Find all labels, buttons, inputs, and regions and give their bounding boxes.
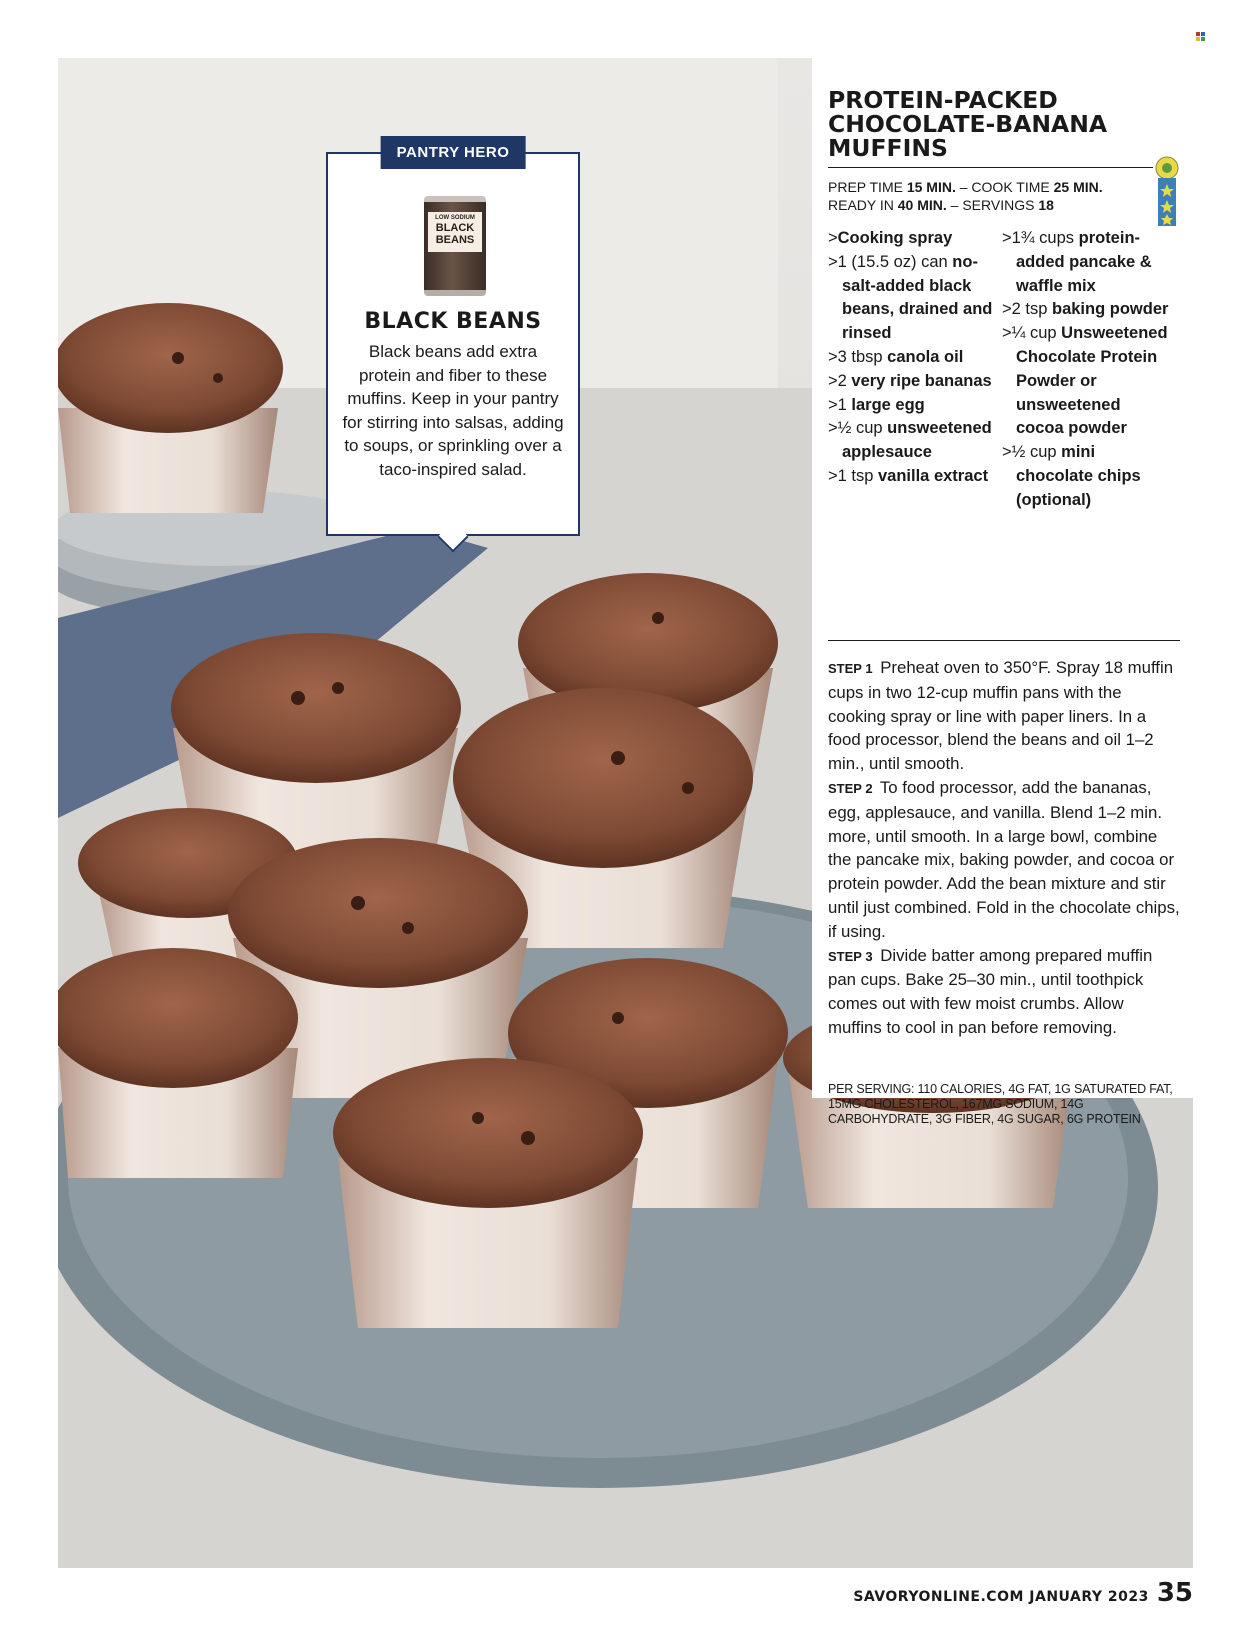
ingredient-qty: >½ cup: [1002, 443, 1062, 462]
step-tag: STEP 3: [828, 948, 873, 964]
prep-time-label: PREP TIME: [828, 179, 907, 195]
pantry-hero-callout: [326, 144, 580, 536]
step-text: Divide batter among prepared muffin pan cups. Bake 25–30 min., until toothpick comes out with few moist crumbs. Allow muffins to cool in pan before removing.: [828, 945, 1153, 1037]
recipe-title-line: MUFFINS: [828, 134, 948, 162]
ingredient: [828, 346, 993, 370]
muffin: [58, 303, 283, 513]
prep-time-value: 15 MIN.: [906, 179, 956, 195]
ingredients-left: [828, 227, 993, 489]
ingredient-qty: >2 tsp: [1002, 300, 1052, 319]
ingredients-right: [1002, 227, 1172, 513]
step: [828, 776, 1180, 944]
step-text: Preheat oven to 350°F. Spray 18 muffin cups in two 12-cup muffin pans with the cooking spray or line with paper liners. In a food processor, blend the beans and oil 1–2 min., until smooth.: [828, 658, 1174, 774]
recipe-steps: [828, 656, 1180, 1040]
ingredient-qty: >½ cup: [828, 419, 888, 438]
ingredient-name: vanilla extract: [878, 466, 989, 485]
page-footer: [853, 1578, 1193, 1608]
black-beans-can-image: [424, 196, 486, 296]
ingredient-name: large egg: [851, 395, 925, 414]
page-number: 35: [1156, 1578, 1193, 1608]
ingredient: [1002, 227, 1172, 298]
recipe-title: [828, 88, 1128, 160]
cook-time-label: – COOK TIME: [955, 179, 1054, 195]
ingredients-divider: [828, 640, 1180, 641]
ingredient: [828, 417, 993, 465]
servings-label: – SERVINGS: [946, 197, 1039, 213]
step: [828, 944, 1180, 1040]
nutrition-info: PER SERVING: 110 CALORIES, 4G FAT, 1G SATURATED FAT, 15MG CHOLESTEROL, 167MG SODIUM, 14G CARBOHYDRATE, 3G FIBER, 4G SUGAR, 6G PROTEIN: [828, 1082, 1173, 1126]
step-text: To food processor, add the bananas, egg, applesauce, and vanilla. Blend 1–2 min. more, until smooth. In a large bowl, combine the pancake mix, baking powder, and cocoa or protein powder. Add the bean mixture and stir until just combined. Fold in the chocolate chips, if using.: [828, 777, 1180, 941]
cook-time-value: 25 MIN.: [1053, 179, 1103, 195]
time-line-1: [828, 178, 1103, 196]
ingredient-name: unsweetened applesauce: [842, 419, 992, 462]
muffin: [333, 1058, 643, 1328]
ingredient: [828, 251, 993, 346]
ingredient-name: no-salt-added black beans, drained and rinsed: [842, 252, 993, 343]
ingredient: [828, 394, 993, 418]
recipe-times: [828, 178, 1103, 214]
title-divider: [828, 167, 1153, 168]
ingredient-qty: >2: [828, 371, 852, 390]
recipe-title-line: PROTEIN-PACKED: [828, 86, 1058, 114]
step-tag: STEP 1: [828, 661, 873, 676]
ingredient: [1002, 441, 1172, 512]
ingredient-qty: >¼ cup: [1002, 324, 1062, 343]
ready-value: 40 MIN.: [897, 197, 947, 213]
ingredient: [1002, 298, 1172, 322]
ingredient-name: Cooking spray: [837, 229, 953, 247]
step: [828, 656, 1180, 776]
ingredient-name: very ripe bananas: [851, 371, 992, 390]
ingredient-qty: >1 tsp: [828, 466, 878, 485]
ingredient-name: protein-added pancake & waffle mix: [1016, 229, 1152, 295]
ingredient-name: Unsweetened Chocolate Protein Powder or unsweetened cocoa powder: [1016, 324, 1168, 438]
ingredient-qty: >1: [828, 395, 852, 414]
recipe-title-line: CHOCOLATE-BANANA: [828, 110, 1108, 138]
pantry-hero-tag: PANTRY HERO: [381, 136, 526, 169]
ingredient-name: canola oil: [887, 347, 964, 366]
ingredient-qty: >: [828, 229, 838, 247]
ingredient-qty: >1 (15.5 oz) can: [828, 252, 953, 271]
ingredient-name: baking powder: [1052, 300, 1169, 319]
recipe-panel: [812, 58, 1193, 1126]
servings-value: 18: [1038, 197, 1054, 213]
can-label-top: LOW SODIUM: [435, 215, 475, 221]
ingredient-qty: >3 tbsp: [828, 347, 888, 366]
can-label: [428, 212, 482, 252]
ingredient: [1002, 322, 1172, 441]
ready-label: READY IN: [828, 197, 898, 213]
pantry-hero-title: BLACK BEANS: [364, 309, 542, 334]
step-tag: STEP 2: [828, 780, 873, 796]
footer-text: SAVORYONLINE.COM JANUARY 2023: [853, 1589, 1149, 1605]
pantry-hero-body: Black beans add extra protein and fiber to these muffins. Keep in your pantry for stirring into salsas, adding to soups, or sprinkling over a taco-inspired salad.: [342, 342, 564, 479]
muffin: [58, 948, 298, 1178]
ingredient: [828, 465, 993, 489]
time-line-2: [828, 196, 1103, 214]
can-label-main: BLACK BEANS: [435, 222, 475, 246]
award-ribbon-icon: [1155, 156, 1179, 228]
ingredient-qty: >1¾ cups: [1002, 229, 1079, 247]
ingredient: [828, 370, 993, 394]
publisher-mark-icon: [1196, 32, 1205, 41]
ingredient-name: mini chocolate chips (optional): [1016, 443, 1141, 509]
ingredient: [828, 227, 993, 251]
